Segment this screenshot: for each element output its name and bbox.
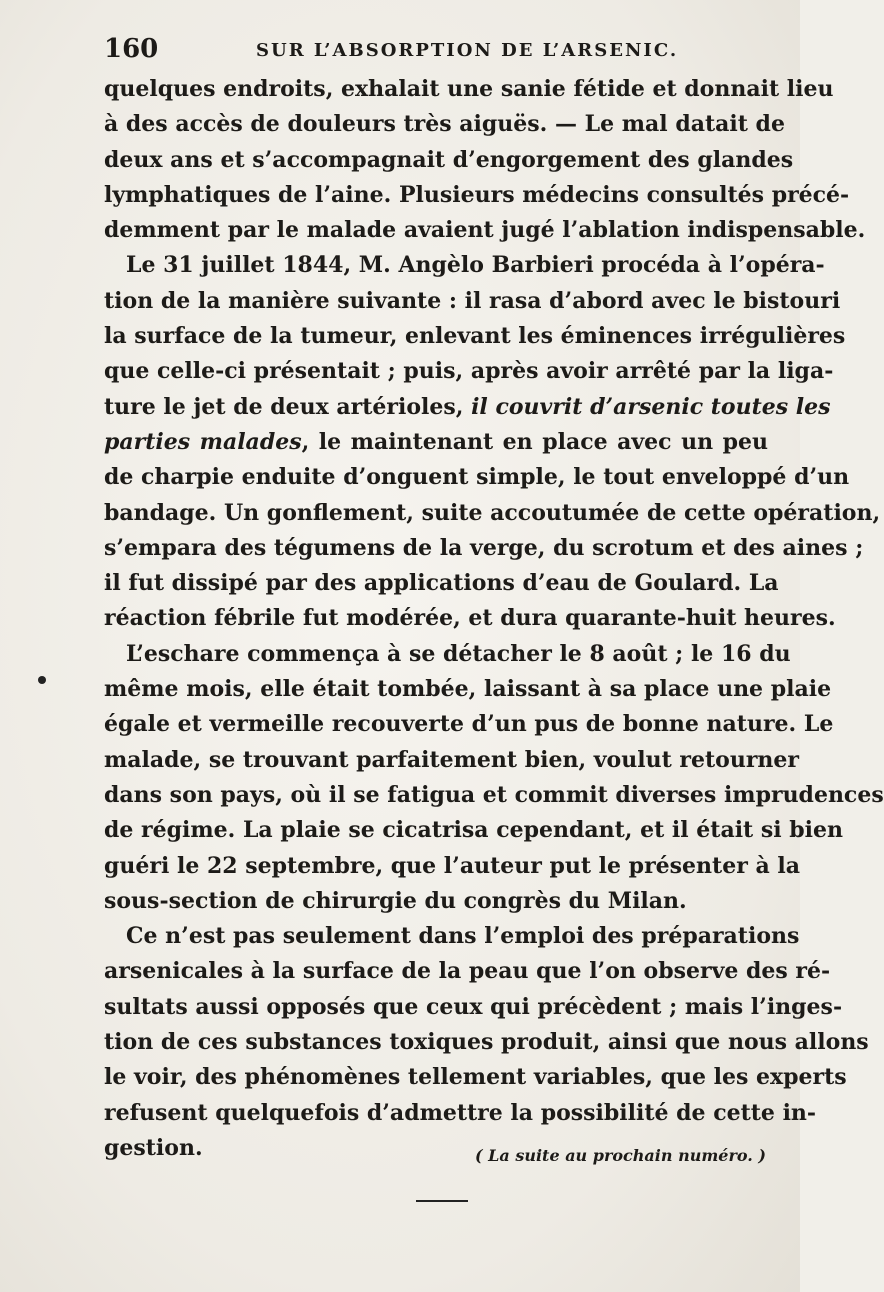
text-line: il fut dissipé par des applications d’eau de Goulard. La — [104, 570, 779, 597]
continuation-note: ( La suite au prochain numéro. ) — [475, 1146, 766, 1165]
text-line: deux ans et s’accompagnait d’engorgement des glandes — [104, 146, 794, 173]
text-line: lymphatiques de l’aine. Plusieurs médecins consultés précé- — [104, 181, 850, 208]
text-line — [104, 390, 831, 425]
text-line: gestion. — [104, 1134, 203, 1161]
text-line — [104, 425, 768, 460]
text-line: demment par le malade avaient jugé l’ablation indispensable. — [104, 217, 866, 244]
paragraph — [104, 919, 869, 1166]
text-line: la surface de la tumeur, enlevant les éminences irrégulières — [104, 323, 846, 350]
text-line: tion de la manière suivante : il rasa d’abord avec le bistouri — [104, 287, 841, 314]
text-line: sultats aussi opposés que ceux qui précèdent ; mais l’inges- — [104, 993, 843, 1020]
text-line: même mois, elle était tombée, laissant à sa place une plaie — [104, 676, 832, 703]
text-line: s’empara des tégumens de la verge, du scrotum et des aines ; — [104, 534, 864, 561]
margin-mark — [38, 676, 46, 684]
text-line: quelques endroits, exhalait une sanie fétide et donnait lieu — [104, 76, 834, 102]
emphasized-text: il couvrit d’arsenic toutes les — [471, 393, 831, 420]
text-fragment: ture le jet de deux artérioles, — [104, 393, 472, 420]
text-line: que celle-ci présentait ; puis, après avoir arrêté par la liga- — [104, 358, 834, 385]
text-line: le voir, des phénomènes tellement variables, que les experts — [104, 1064, 847, 1091]
page-header — [104, 34, 684, 68]
text-line: Le 31 juillet 1844, M. Angèlo Barbieri procéda à l’opéra- — [126, 252, 825, 279]
running-head: SUR L’ABSORPTION DE L’ARSENIC. — [256, 40, 679, 61]
paragraph — [104, 72, 866, 248]
text-line: égale et vermeille recouverte d’un pus de bonne nature. Le — [104, 711, 834, 738]
text-line: à des accès de douleurs très aiguës. — Le mal datait de — [104, 111, 785, 138]
text-fragment: , le maintenant en place avec un peu — [301, 428, 769, 455]
text-line: de régime. La plaie se cicatrisa cependant, et il était si bien — [104, 817, 844, 844]
paragraph — [104, 637, 884, 919]
page-number: 160 — [104, 34, 159, 64]
text-line: malade, se trouvant parfaitement bien, voulut retourner — [104, 746, 799, 773]
text-line: arsenicales à la surface de la peau que l’on observe des ré- — [104, 958, 831, 985]
text-line: L’eschare commença à se détacher le 8 août ; le 16 du — [126, 640, 791, 667]
paragraph — [104, 248, 881, 636]
text-line: guéri le 22 septembre, que l’auteur put le présenter à la — [104, 852, 800, 879]
emphasized-text: parties malades — [104, 428, 302, 455]
text-line: bandage. Un gonflement, suite accoutumée de cette opération, — [104, 499, 881, 526]
text-line: dans son pays, où il se fatigua et commit diverses imprudences — [104, 781, 884, 808]
text-line: tion de ces substances toxiques produit, ainsi que nous allons — [104, 1029, 869, 1056]
text-line: Ce n’est pas seulement dans l’emploi des préparations — [126, 923, 800, 950]
closing-rule — [416, 1200, 468, 1202]
body-text — [104, 72, 884, 1166]
text-line: réaction fébrile fut modérée, et dura quarante-huit heures. — [104, 605, 836, 632]
text-line: de charpie enduite d’onguent simple, le tout enveloppé d’un — [104, 464, 850, 491]
text-line: refusent quelquefois d’admettre la possibilité de cette in- — [104, 1099, 817, 1126]
text-line: sous-section de chirurgie du congrès du Milan. — [104, 887, 687, 914]
